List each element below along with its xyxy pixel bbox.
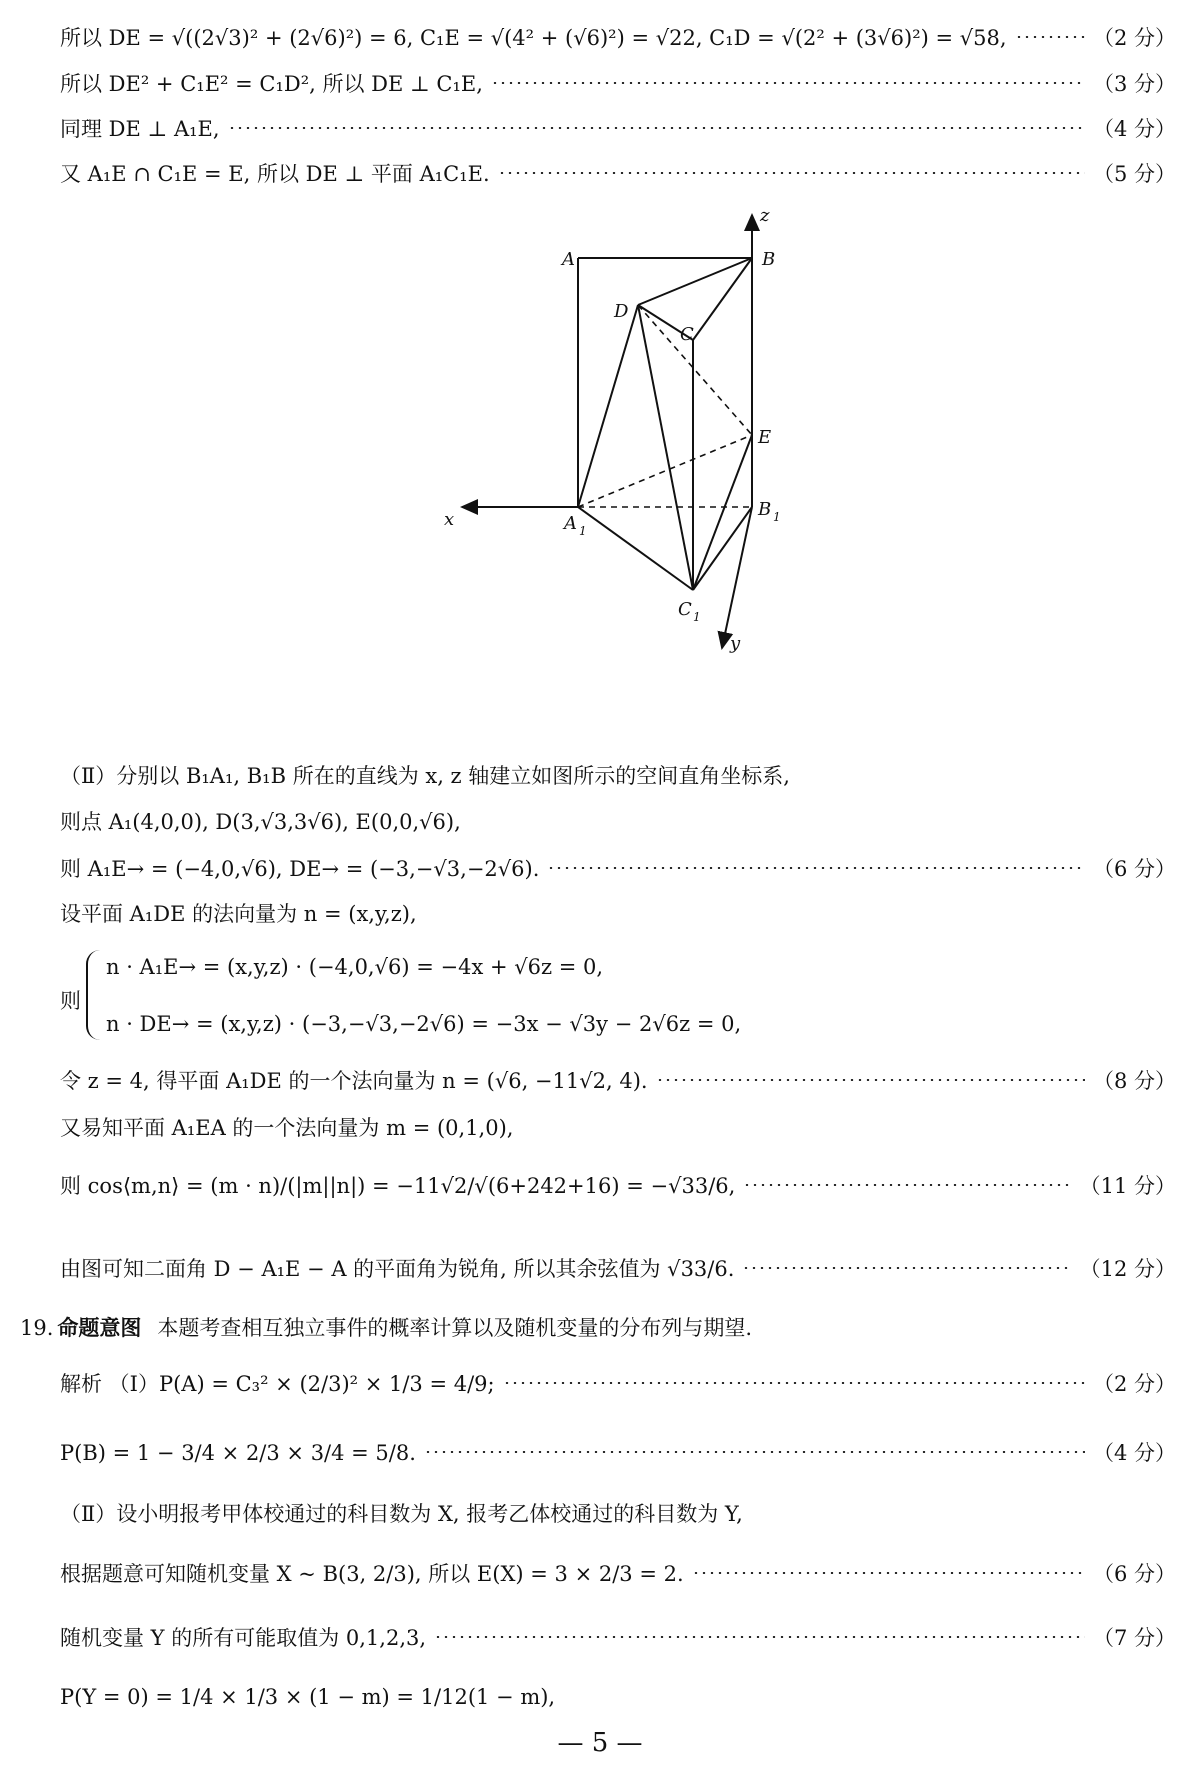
question-19-heading — [20, 1312, 1176, 1342]
edge-D-E — [638, 305, 752, 435]
label-C: C — [680, 324, 694, 345]
text-line: 根据题意可知随机变量 X ~ B(3, 2/3), 所以 E(X) = 3 × 2/3 = 2. （6 分） — [60, 1562, 1176, 1586]
page-number: — 5 — — [557, 1728, 643, 1758]
label-E: E — [758, 427, 772, 448]
equation-line: n · DE→ = (x,y,z) · (−3,−√3,−2√6) = −3x − √3y − 2√6z = 0, — [106, 1012, 742, 1036]
label-C1-sub: 1 — [693, 610, 701, 624]
label-A1-sub: 1 — [579, 524, 587, 538]
text-line: 令 z = 4, 得平面 A₁DE 的一个法向量为 n = (√6, −11√2, 4). （8 分） — [60, 1069, 1176, 1093]
text-line: 又易知平面 A₁EA 的一个法向量为 m = (0,1,0), — [60, 1116, 514, 1140]
label-A: A — [562, 249, 575, 270]
edge-A1-C1 — [578, 507, 693, 590]
label-A1: A — [564, 513, 577, 534]
text-line: 则 cos⟨m,n⟩ = (m · n)/(|m||n|) = −11√2/√(6+242+16) = −√33/6, （11 分） — [60, 1174, 1176, 1198]
text-line: P(B) = 1 − 3/4 × 2/3 × 3/4 = 5/8. （4 分） — [60, 1441, 1176, 1465]
system-prefix: 则 — [60, 989, 81, 1013]
text-line: P(Y = 0) = 1/4 × 1/3 × (1 − m) = 1/12(1 − m), — [60, 1685, 556, 1709]
text-line: 则点 A₁(4,0,0), D(3,√3,3√6), E(0,0,√6), — [60, 810, 461, 834]
text-line: 同理 DE ⊥ A₁E, （4 分） — [60, 117, 1176, 141]
edge-D-A1 — [578, 305, 638, 507]
question-number: 19. — [20, 1316, 54, 1340]
text-line: 则 A₁E→ = (−4,0,√6), DE→ = (−3,−√3,−2√6). （6 分） — [60, 857, 1176, 881]
text-line: 所以 DE = √((2√3)² + (2√6)²) = 6, C₁E = √(4² + (√6)²) = √22, C₁D = √(2² + (3√6)²) = √58, （2 分） — [60, 26, 1176, 50]
text-line: 所以 DE² + C₁E² = C₁D², 所以 DE ⊥ C₁E, （3 分） — [60, 72, 1176, 96]
edge-D-C1 — [638, 305, 693, 590]
label-x: x — [444, 509, 455, 530]
question-intent-label: 命题意图 — [57, 1315, 142, 1340]
label-B1: B — [758, 499, 772, 520]
text-line: 由图可知二面角 D − A₁E − A 的平面角为锐角, 所以其余弦值为 √33/6. （12 分） — [60, 1257, 1176, 1281]
text-line: （Ⅱ）分别以 B₁A₁, B₁B 所在的直线为 x, z 轴建立如图所示的空间直角坐标系, — [60, 764, 790, 788]
system-brace — [86, 950, 102, 1040]
text-line: 随机变量 Y 的所有可能取值为 0,1,2,3, （7 分） — [60, 1626, 1176, 1650]
label-z: z — [760, 205, 770, 226]
edge-C1-E — [693, 435, 752, 590]
label-C1: C — [678, 599, 692, 620]
label-D: D — [614, 301, 629, 322]
prism-figure — [440, 205, 820, 745]
text-line: （Ⅱ）设小明报考甲体校通过的科目数为 X, 报考乙体校通过的科目数为 Y, — [60, 1502, 743, 1526]
prism-figure-svg — [440, 205, 820, 745]
text-line: 解析 （Ⅰ）P(A) = C₃² × (2/3)² × 1/3 = 4/9; （2 分） — [60, 1372, 1176, 1396]
label-y: y — [730, 633, 741, 654]
label-B: B — [762, 249, 776, 270]
question-intent-text: 本题考查相互独立事件的概率计算以及随机变量的分布列与期望. — [157, 1316, 753, 1340]
equation-line: n · A₁E→ = (x,y,z) · (−4,0,√6) = −4x + √6z = 0, — [106, 955, 604, 979]
text-line: 又 A₁E ∩ C₁E = E, 所以 DE ⊥ 平面 A₁C₁E. （5 分） — [60, 162, 1176, 186]
label-B1-sub: 1 — [773, 510, 781, 524]
text-line: 设平面 A₁DE 的法向量为 n = (x,y,z), — [60, 902, 417, 926]
